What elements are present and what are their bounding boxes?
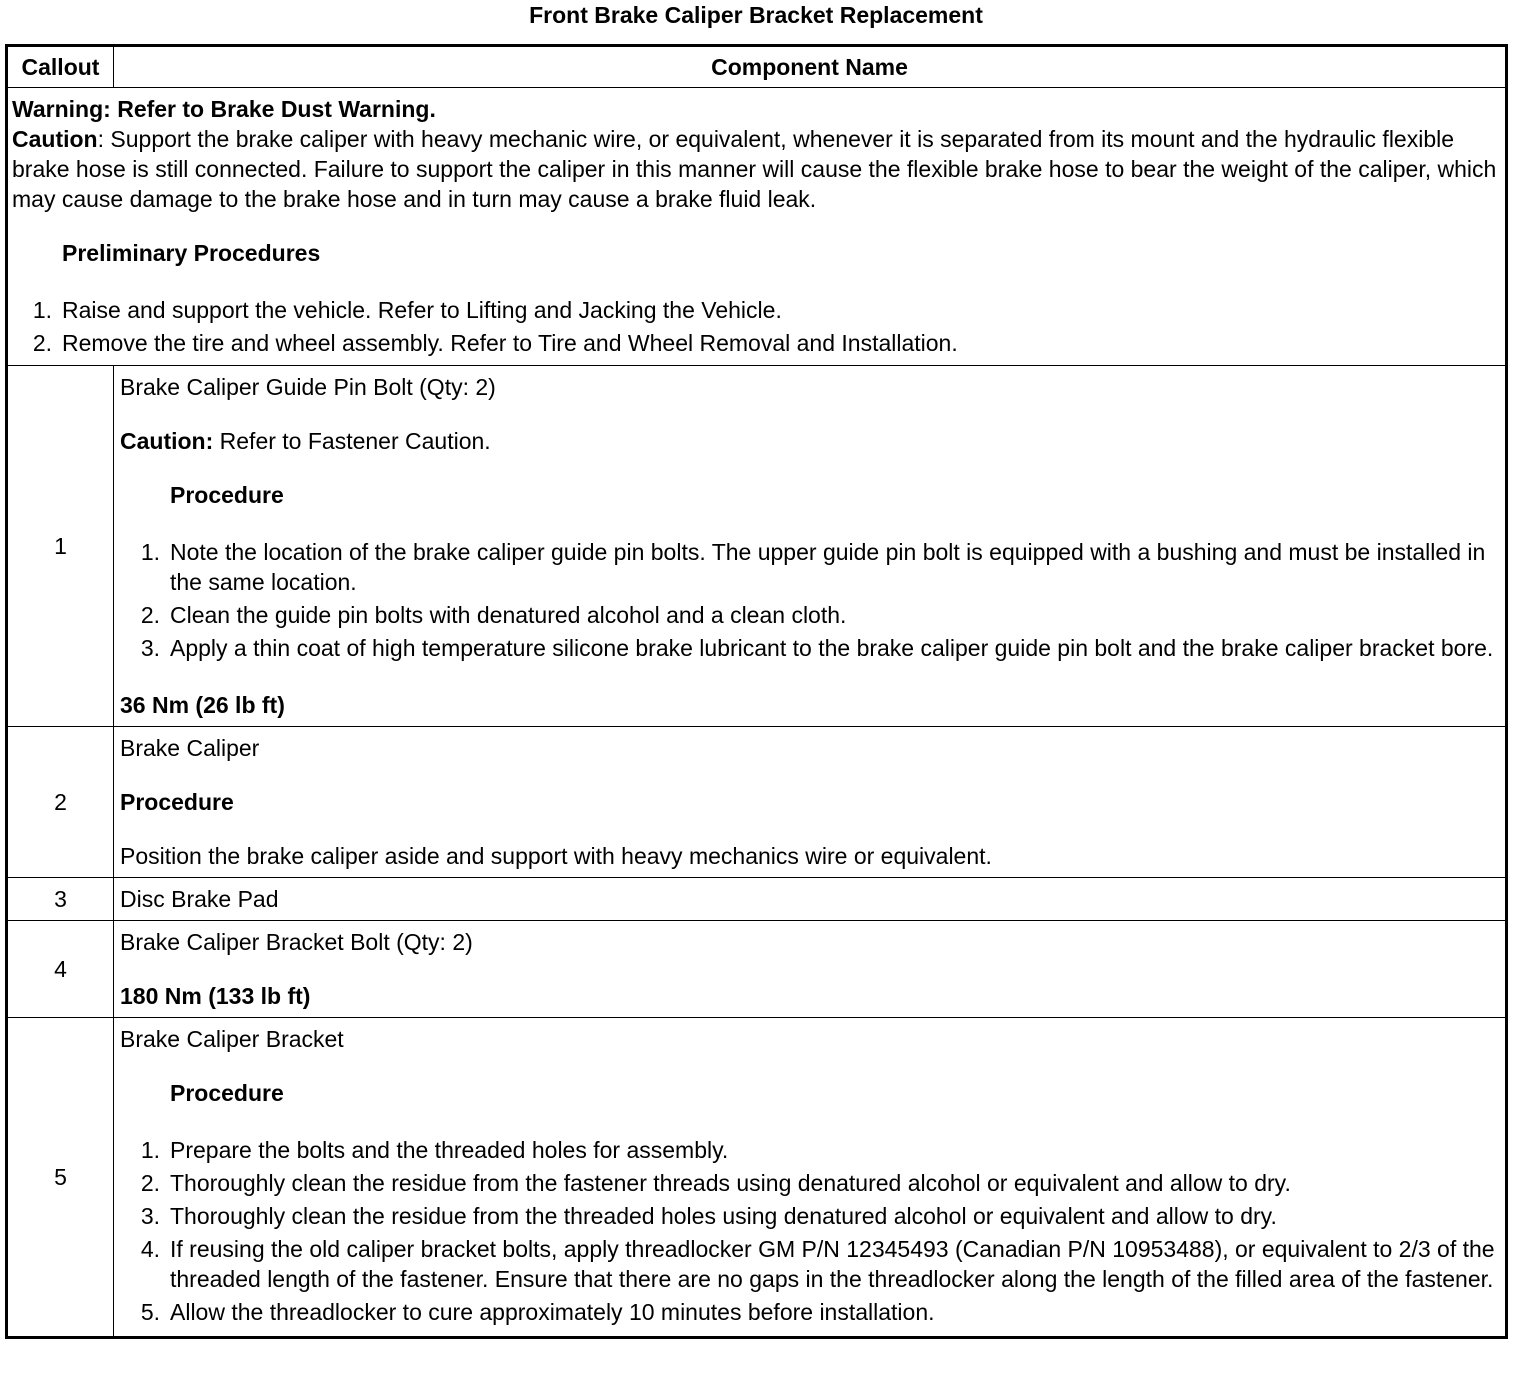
warning-line: Warning: Refer to Brake Dust Warning. [12, 96, 436, 122]
callout-column-header: Callout [7, 46, 114, 88]
table-row [7, 727, 1507, 878]
procedure-steps [120, 537, 1499, 663]
table-row [7, 878, 1507, 921]
component-name: Disc Brake Pad [120, 886, 279, 912]
list-item: 1. Prepare the bolts and the threaded holes for assembly. [140, 1137, 729, 1163]
component-cell [114, 366, 1507, 727]
procedure-table [5, 44, 1508, 1339]
table-header-row [7, 46, 1507, 88]
preliminary-steps [12, 295, 1501, 358]
document-title: Front Brake Caliper Bracket Replacement [529, 2, 983, 28]
component-name: Brake Caliper Bracket Bolt (Qty: 2) [120, 929, 473, 955]
table-row [7, 921, 1507, 1018]
warning-label: Warning [12, 96, 104, 122]
list-item: 1. Raise and support the vehicle. Refer to Lifting and Jacking the Vehicle. [32, 297, 782, 323]
procedure-heading: Procedure [170, 482, 284, 508]
intro-cell [7, 88, 1507, 366]
torque-spec: 36 Nm (26 lb ft) [120, 692, 285, 718]
caution-paragraph: Caution: Support the brake caliper with heavy mechanic wire, or equivalent, whenever it is separated from its mount and the hydraulic flexible brake hose is still connected. Failure to support the caliper in this manner will cause the flexible brake hose to bear the weight of the caliper, which may cause damage to the brake hose and in turn may cause a brake fluid leak. [12, 126, 1497, 212]
warning-text: Refer to Brake Dust Warning. [117, 96, 436, 122]
caution-label: Caution [12, 126, 98, 152]
component-name: Brake Caliper [120, 735, 260, 761]
callout-number: 4 [7, 921, 114, 1018]
list-item: 4. If reusing the old caliper bracket bolts, apply threadlocker GM P/N 12345493 (Canadian P/N 10953488), or equivalent to 2/3 of the threaded length of the fastener. Ensure that there are no gaps in the threadlocker along the length of the filled area of the fastener. [140, 1236, 1495, 1292]
procedure-heading: Procedure [120, 789, 234, 815]
torque-spec: 180 Nm (133 lb ft) [120, 983, 311, 1009]
list-item: 2. Remove the tire and wheel assembly. Refer to Tire and Wheel Removal and Installation. [32, 330, 958, 356]
component-cell [114, 1018, 1507, 1338]
list-item: 1. Note the location of the brake caliper guide pin bolts. The upper guide pin bolt is equipped with a bushing and must be installed in the same location. [140, 539, 1486, 595]
callout-number: 3 [7, 878, 114, 921]
component-cell [114, 727, 1507, 878]
list-item: 2. Thoroughly clean the residue from the fastener threads using denatured alcohol or equivalent and allow to dry. [140, 1170, 1291, 1196]
procedure-heading: Procedure [170, 1080, 284, 1106]
callout-number: 5 [7, 1018, 114, 1338]
preliminary-procedures-heading: Preliminary Procedures [62, 240, 321, 266]
table-row [7, 366, 1507, 727]
list-item: 3. Apply a thin coat of high temperature silicone brake lubricant to the brake caliper guide pin bolt and the brake caliper bracket bore. [140, 635, 1494, 661]
caution-line: Caution: Refer to Fastener Caution. [120, 428, 491, 454]
component-cell [114, 921, 1507, 1018]
component-name: Brake Caliper Guide Pin Bolt (Qty: 2) [120, 374, 496, 400]
component-column-header: Component Name [114, 46, 1507, 88]
list-item: 3. Thoroughly clean the residue from the threaded holes using denatured alcohol or equivalent and allow to dry. [140, 1203, 1277, 1229]
table-row [7, 1018, 1507, 1338]
component-name: Brake Caliper Bracket [120, 1026, 344, 1052]
intro-row [7, 88, 1507, 366]
callout-number: 2 [7, 727, 114, 878]
caution-text: Support the brake caliper with heavy mechanic wire, or equivalent, whenever it is separated from its mount and the hydraulic flexible brake hose is still connected. Failure to support the caliper in this manner will cause the flexible brake hose to bear the weight of the caliper, which may cause damage to the brake hose and in turn may cause a brake fluid leak. [12, 126, 1497, 212]
callout-number: 1 [7, 366, 114, 727]
procedure-steps [120, 1135, 1499, 1327]
list-item: 2. Clean the guide pin bolts with denatured alcohol and a clean cloth. [140, 602, 847, 628]
component-cell [114, 878, 1507, 921]
list-item: 5. Allow the threadlocker to cure approximately 10 minutes before installation. [140, 1299, 935, 1325]
procedure-text: Position the brake caliper aside and support with heavy mechanics wire or equivalent. [120, 843, 992, 869]
